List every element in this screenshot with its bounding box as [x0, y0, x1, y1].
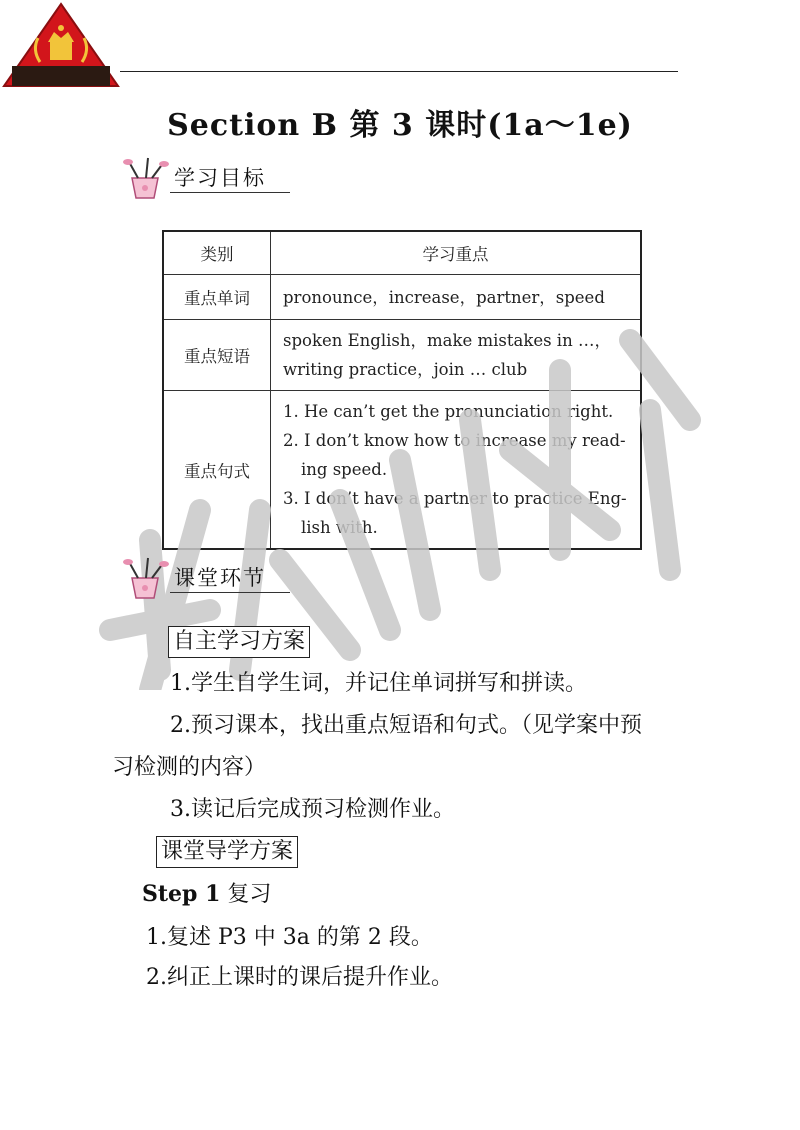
- section-header-goals: [118, 156, 318, 202]
- publisher-logo: [2, 2, 120, 88]
- self-study-item-continued: 习检测的内容）: [112, 755, 267, 780]
- table-cell-category: 重点句式: [163, 391, 271, 550]
- table-header-row: [163, 231, 641, 275]
- table-cell-category: 重点单词: [163, 275, 271, 320]
- page-title: Section B 第 3 课时(1a～1e): [167, 108, 633, 143]
- table-cell-line: writing practice，join … club: [283, 360, 528, 379]
- table-cell-line: 1. He can’t get the pronunciation right.: [283, 402, 614, 421]
- class-guide-item: 2.纠正上课时的课后提升作业。: [146, 965, 453, 990]
- goals-table: [162, 230, 642, 550]
- section-label: 课堂环节: [174, 566, 266, 590]
- table-cell-content: [271, 275, 642, 320]
- self-study-item: 3.读记后完成预习检测作业。: [170, 797, 455, 822]
- self-study-item: 2.预习课本，找出重点短语和句式。（见学案中预: [170, 713, 642, 738]
- section-underline: [170, 592, 290, 593]
- table-cell-line: 3. I don’t have a partner to practice Eng-: [283, 489, 627, 508]
- step-number: Step 1: [142, 881, 221, 907]
- table-header-category: 类别: [163, 231, 271, 275]
- table-cell-line: spoken English，make mistakes in …，: [283, 331, 611, 350]
- class-guide-heading: 课堂导学方案: [156, 836, 298, 868]
- table-cell-line: lish with.: [301, 518, 378, 537]
- section-underline: [170, 192, 290, 193]
- table-header-focus: 学习重点: [271, 231, 642, 275]
- table-row: [163, 391, 641, 550]
- table-cell-content: [271, 320, 642, 391]
- step-title: 复习: [227, 882, 272, 907]
- table-cell-line: pronounce，increase，partner，speed: [283, 287, 605, 307]
- section-label: 学习目标: [174, 166, 266, 190]
- self-study-heading: 自主学习方案: [168, 626, 310, 658]
- table-cell-category: 重点短语: [163, 320, 271, 391]
- table-row: [163, 320, 641, 391]
- table-cell-line: 2. I don’t know how to increase my read-: [283, 431, 626, 450]
- table-cell-content: [271, 391, 642, 550]
- table-cell-line: ing speed.: [301, 460, 388, 479]
- header-rule: [120, 71, 678, 72]
- step-line: [142, 874, 271, 915]
- pencil-cup-icon: [118, 556, 170, 602]
- section-header-class: [118, 556, 318, 602]
- self-study-item: 1.学生自学生词，并记住单词拼写和拼读。: [170, 671, 587, 696]
- pencil-cup-icon: [118, 156, 170, 202]
- table-row: [163, 275, 641, 320]
- class-guide-item: 1.复述 P3 中 3a 的第 2 段。: [146, 925, 433, 950]
